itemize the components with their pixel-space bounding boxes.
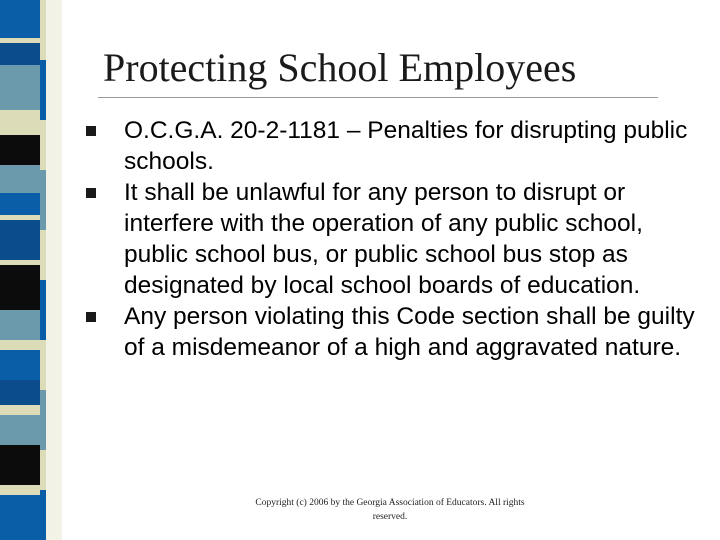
stripe-block <box>0 405 40 415</box>
stripe-block <box>0 215 40 220</box>
stripe-edge <box>46 0 62 540</box>
stripe-block <box>0 340 40 350</box>
stripe-block <box>0 110 40 135</box>
stripe-block <box>0 0 40 38</box>
bullet-item <box>84 115 704 177</box>
stripe-block <box>0 65 40 110</box>
bullet-list <box>84 115 704 363</box>
stripe-block <box>0 485 40 495</box>
stripe-block <box>0 193 40 215</box>
slide-title: Protecting School Employees <box>103 45 577 90</box>
square-bullet-icon <box>86 312 96 322</box>
stripe-block <box>0 380 40 405</box>
stripe-block <box>0 220 40 260</box>
stripe-accent <box>40 170 46 230</box>
stripe-accent <box>40 340 46 390</box>
decorative-stripe-bar <box>0 0 62 540</box>
stripe-block <box>0 165 40 193</box>
stripe-accent <box>40 230 46 280</box>
title-divider <box>98 97 658 98</box>
stripe-accent <box>40 490 46 540</box>
stripe-accent <box>40 280 46 340</box>
stripe-block <box>0 135 40 165</box>
stripe-block <box>0 350 40 380</box>
stripe-block <box>0 260 40 265</box>
copyright-notice: Copyright (c) 2006 by the Georgia Association of Educators. All rights reserved. <box>255 498 525 522</box>
bullet-text: O.C.G.A. 20-2-1181 – Penalties for disrupting public schools. <box>124 117 688 175</box>
stripe-accent <box>40 60 46 120</box>
stripe-accent <box>40 0 46 60</box>
square-bullet-icon <box>86 188 96 198</box>
stripe-accent <box>40 390 46 450</box>
bullet-item <box>84 301 704 363</box>
stripe-accent <box>40 120 46 170</box>
square-bullet-icon <box>86 126 96 136</box>
stripe-block <box>0 445 40 485</box>
stripe-accent <box>40 450 46 490</box>
bullet-item <box>84 177 704 301</box>
stripe-pattern <box>0 0 62 540</box>
stripe-block <box>0 495 40 540</box>
stripe-block <box>0 310 40 340</box>
stripe-block <box>0 415 40 445</box>
stripe-block <box>0 38 40 43</box>
bullet-text: It shall be unlawful for any person to disrupt or interfere with the operation of any public school, public school bus, or public school bus stop as designated by local school boards of education. <box>124 179 643 299</box>
stripe-block <box>0 43 40 65</box>
bullet-text: Any person violating this Code section shall be guilty of a misdemeanor of a high and aggravated nature. <box>124 303 695 361</box>
stripe-block <box>0 265 40 310</box>
